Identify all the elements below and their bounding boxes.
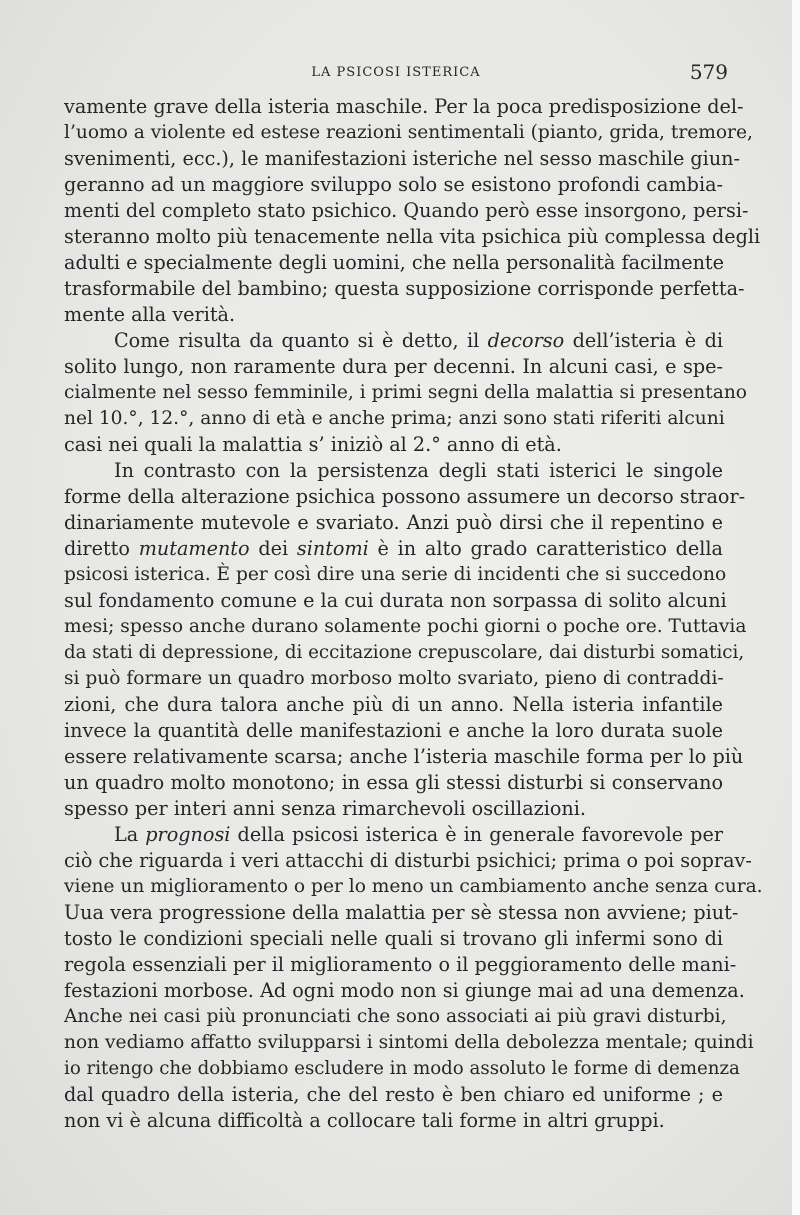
- text-line: nel 10.°, 12.°, anno di età e anche prima; anzi sono stati riferiti alcuni: [64, 408, 725, 429]
- text-line: viene un miglioramento o per lo meno un cambiamento anche senza cura.: [64, 876, 763, 897]
- text-line: trasformabile del bambino; questa supposizione corrisponde perfetta-: [64, 277, 745, 300]
- text-line: invece la quantità delle manifestazioni e anche la loro durata suole: [64, 719, 723, 742]
- text-line: tosto le condizioni speciali nelle quali si trovano gli infermi sono di: [64, 927, 723, 950]
- text-line: non vi è alcuna difficoltà a collocare tali forme in altri gruppi.: [64, 1109, 665, 1132]
- text-line: mesi; spesso anche durano solamente pochi giorni o poche ore. Tuttavia: [64, 616, 747, 637]
- italic-term-sintomi: sintomi: [296, 537, 369, 560]
- text-line: ciò che riguarda i veri attacchi di disturbi psichici; prima o poi soprav-: [64, 849, 752, 872]
- text-line: solito lungo, non raramente dura per decenni. In alcuni casi, e spe-: [64, 355, 723, 378]
- text-line: regola essenziali per il miglioramento o il peggioramento delle mani-: [64, 953, 737, 976]
- text-line: l’uomo a violente ed estese reazioni sentimentali (pianto, grida, tremore,: [64, 122, 753, 143]
- text-line: da stati di depressione, di eccitazione crepuscolare, dai disturbi somatici,: [64, 642, 745, 663]
- text-line: geranno ad un maggiore sviluppo solo se esistono profondi cambia-: [64, 173, 723, 196]
- text-line: essere relativamente scarsa; anche l’isteria maschile forma per lo più: [64, 745, 744, 768]
- text-line: si può formare un quadro morboso molto svariato, pieno di contraddi-: [64, 668, 724, 689]
- text-line: non vediamo affatto svilupparsi i sintomi della debolezza mentale; quindi: [64, 1032, 754, 1053]
- text-line: io ritengo che dobbiamo escludere in modo assoluto le forme di demenza: [64, 1058, 740, 1079]
- text-line: cialmente nel sesso femminile, i primi segni della malattia si presentano: [64, 382, 747, 403]
- text-line: mente alla verità.: [64, 303, 236, 326]
- italic-term-decorso: decorso: [487, 329, 565, 352]
- text-line: casi nei quali la malattia s’ iniziò al 2.° anno di età.: [64, 433, 562, 456]
- page-number: 579: [689, 60, 728, 84]
- text-line: diretto mutamento dei sintomi è in alto grado caratteristico della: [64, 537, 723, 560]
- italic-term-mutamento: mutamento: [138, 537, 250, 560]
- text-line: In contrasto con la persistenza degli stati isterici le singole: [114, 459, 723, 482]
- text-line: Anche nei casi più pronunciati che sono associati ai più gravi disturbi,: [64, 1006, 727, 1027]
- text-line: menti del completo stato psichico. Quando però esse insorgono, persi-: [64, 199, 749, 222]
- text-line: un quadro molto monotono; in essa gli stessi disturbi si conservano: [64, 771, 723, 794]
- text-line: La prognosi della psicosi isterica è in generale favorevole per: [114, 823, 723, 846]
- italic-term-prognosi: prognosi: [145, 823, 231, 846]
- text-line: dinariamente mutevole e svariato. Anzi può dirsi che il repentino e: [64, 511, 723, 534]
- body-text: [64, 94, 763, 1134]
- text-line: dal quadro della isteria, che del resto è ben chiaro ed uniforme ; e: [64, 1083, 723, 1106]
- text-line: Come risulta da quanto si è detto, il decorso dell’isteria è di: [114, 329, 723, 352]
- text-line: forme della alterazione psichica possono assumere un decorso straor-: [64, 485, 746, 508]
- text-line: spesso per interi anni senza rimarchevoli oscillazioni.: [64, 797, 587, 820]
- text-line: adulti e specialmente degli uomini, che nella personalità facilmente: [64, 251, 725, 274]
- text-line: festazioni morbose. Ad ogni modo non si giunge mai ad una demenza.: [64, 979, 745, 1002]
- text-line: svenimenti, ecc.), le manifestazioni isteriche nel sesso maschile giun-: [64, 147, 741, 170]
- running-title: LA PSICOSI ISTERICA: [311, 65, 481, 80]
- text-line: Uua vera progressione della malattia per sè stessa non avviene; piut-: [64, 901, 739, 924]
- text-line: zioni, che dura talora anche più di un anno. Nella isteria infantile: [64, 693, 723, 716]
- text-line: vamente grave della isteria maschile. Per la poca predisposizione del-: [64, 95, 744, 118]
- text-line: psicosi isterica. È per così dire una serie di incidenti che si succedono: [64, 564, 727, 585]
- text-line: sul fondamento comune e la cui durata non sorpassa di solito alcuni: [64, 589, 727, 612]
- page-header: [64, 60, 728, 86]
- text-line: steranno molto più tenacemente nella vita psichica più complessa degli: [64, 225, 761, 248]
